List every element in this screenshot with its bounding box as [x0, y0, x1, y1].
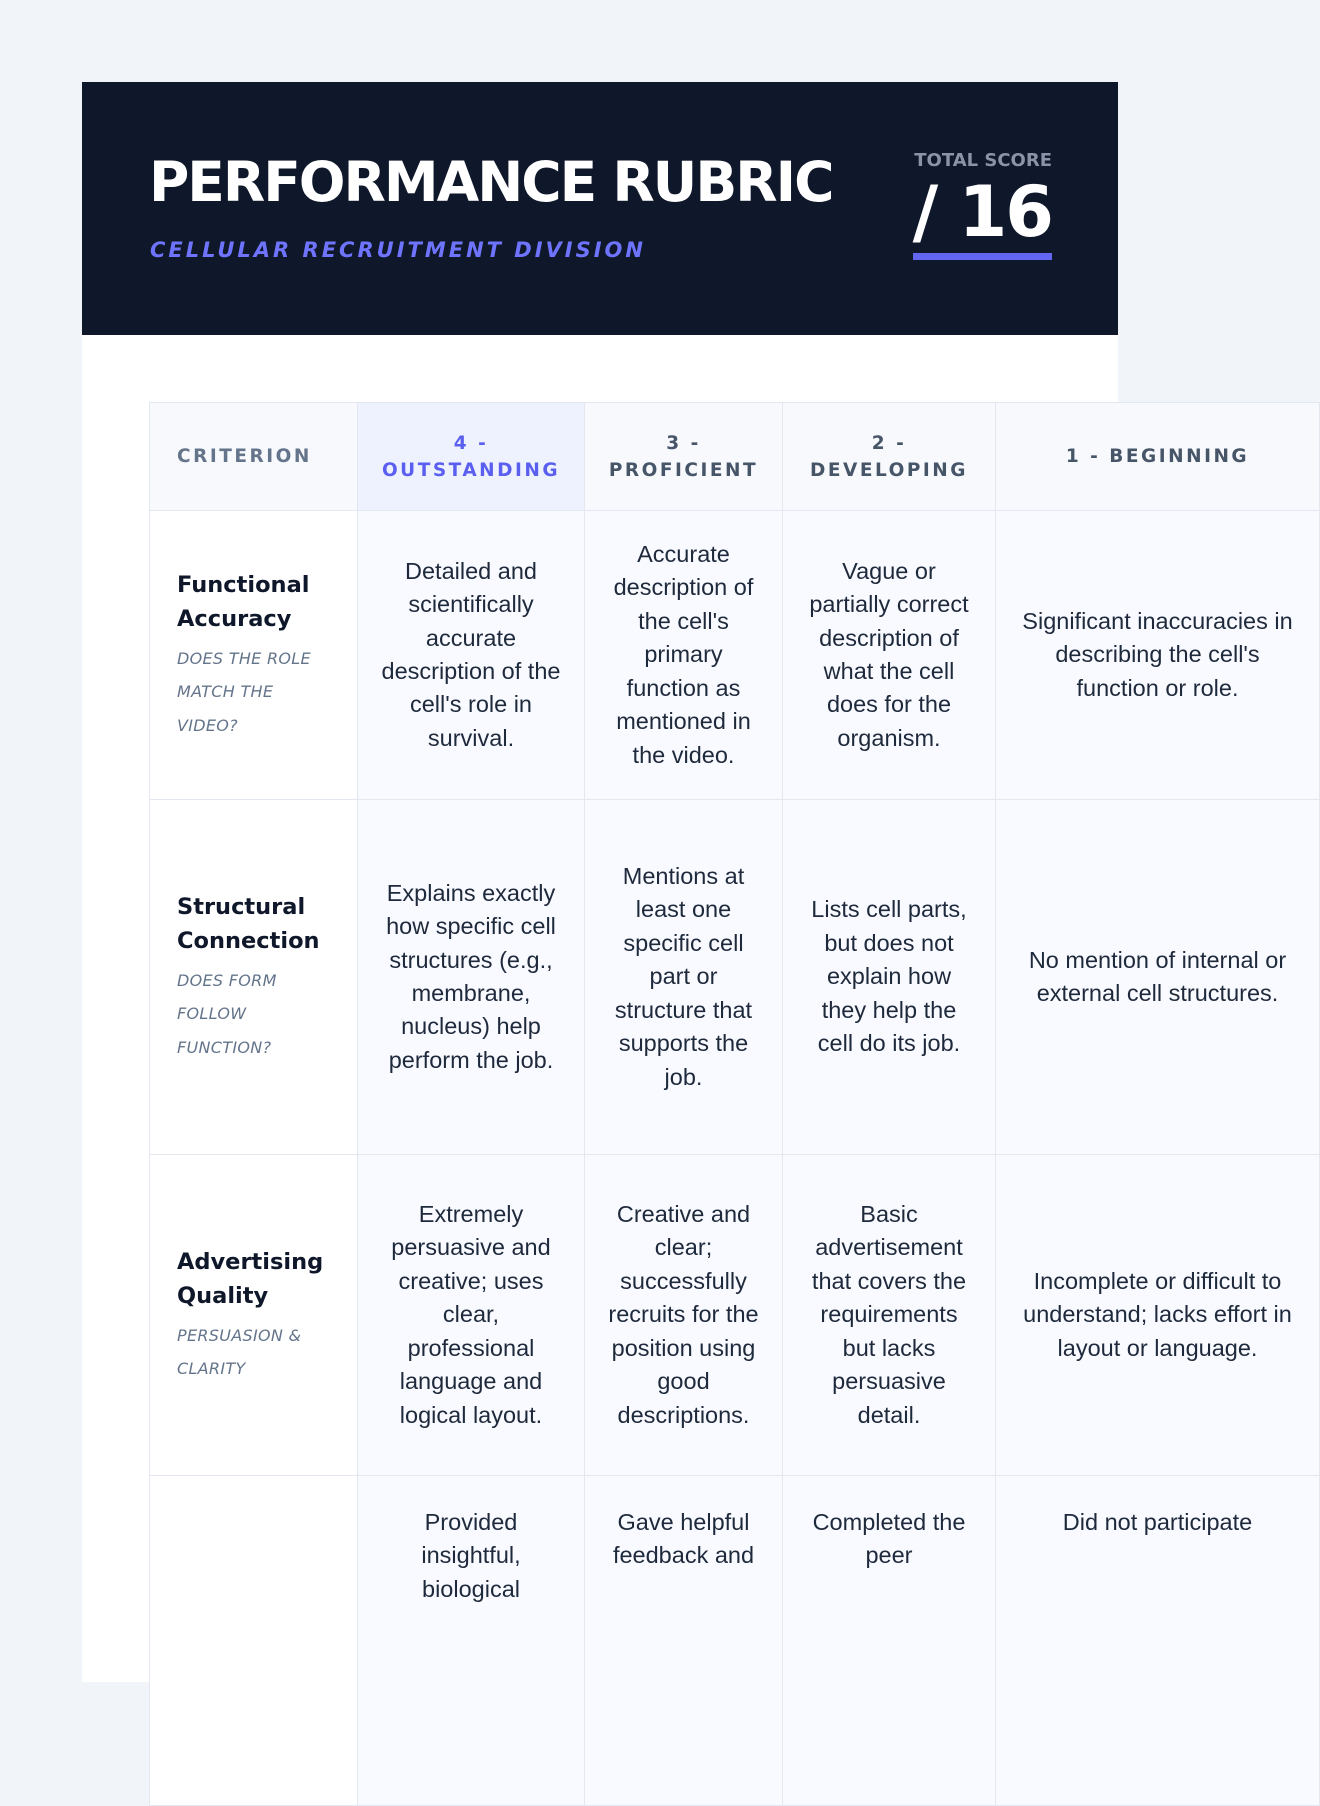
- score-cell-outstanding: Detailed and scientifically accurate description of the cell's role in survival.: [358, 511, 585, 800]
- score-cell-beginning: No mention of internal or external cell structures.: [996, 800, 1320, 1155]
- column-header-criterion: CRITERION: [150, 403, 358, 511]
- rubric-table: [149, 402, 1320, 1806]
- column-header-developing: 2 - DEVELOPING: [783, 403, 996, 511]
- page-title: PERFORMANCE RUBRIC: [149, 150, 833, 214]
- score-cell-outstanding: Provided insightful, biological: [358, 1476, 585, 1806]
- score-cell-outstanding: Extremely persuasive and creative; uses clear, professional language and logical layout.: [358, 1155, 585, 1476]
- column-header-outstanding: 4 - OUTSTANDING: [358, 403, 585, 511]
- criterion-cell: [150, 1155, 358, 1476]
- criterion-name: Structural Connection: [177, 893, 320, 954]
- score-cell-developing: Completed the peer: [783, 1476, 996, 1806]
- rubric-table-container[interactable]: [149, 402, 1293, 1702]
- score-cell-proficient: Creative and clear; successfully recruits for the position using good descriptions.: [585, 1155, 783, 1476]
- rubric-header: [82, 82, 1118, 335]
- criterion-question: DOES FORM FOLLOW FUNCTION?: [177, 970, 277, 1057]
- table-row: [150, 511, 1320, 800]
- table-row: [150, 1476, 1320, 1806]
- score-cell-developing: Vague or partially correct description of what the cell does for the organism.: [783, 511, 996, 800]
- table-row: [150, 800, 1320, 1155]
- score-cell-developing: Lists cell parts, but does not explain how they help the cell do its job.: [783, 800, 996, 1155]
- score-cell-proficient: Gave helpful feedback and: [585, 1476, 783, 1806]
- column-header-proficient: 3 - PROFICIENT: [585, 403, 783, 511]
- criterion-cell: [150, 1476, 358, 1806]
- total-score-label: TOTAL SCORE: [914, 150, 1052, 171]
- score-cell-beginning: Did not participate: [996, 1476, 1320, 1806]
- criterion-question: DOES THE ROLE MATCH THE VIDEO?: [177, 648, 311, 735]
- table-row: [150, 1155, 1320, 1476]
- total-score-value: / 16: [913, 171, 1052, 260]
- score-cell-developing: Basic advertisement that covers the requirements but lacks persuasive detail.: [783, 1155, 996, 1476]
- score-cell-outstanding: Explains exactly how specific cell structures (e.g., membrane, nucleus) help perform the job.: [358, 800, 585, 1155]
- criterion-name: Functional Accuracy: [177, 571, 310, 632]
- column-header-beginning: 1 - BEGINNING: [996, 403, 1320, 511]
- criterion-name: Advertising Quality: [177, 1248, 324, 1309]
- criterion-cell: [150, 511, 358, 800]
- table-header-row: [150, 403, 1320, 511]
- score-cell-proficient: Accurate description of the cell's primary function as mentioned in the video.: [585, 511, 783, 800]
- score-cell-beginning: Significant inaccuracies in describing the cell's function or role.: [996, 511, 1320, 800]
- page-subtitle: CELLULAR RECRUITMENT DIVISION: [150, 238, 646, 262]
- criterion-question: PERSUASION & CLARITY: [177, 1325, 302, 1378]
- total-score: [913, 150, 1052, 260]
- rubric-card: [82, 82, 1293, 1682]
- score-cell-beginning: Incomplete or difficult to understand; lacks effort in layout or language.: [996, 1155, 1320, 1476]
- score-cell-proficient: Mentions at least one specific cell part or structure that supports the job.: [585, 800, 783, 1155]
- criterion-cell: [150, 800, 358, 1155]
